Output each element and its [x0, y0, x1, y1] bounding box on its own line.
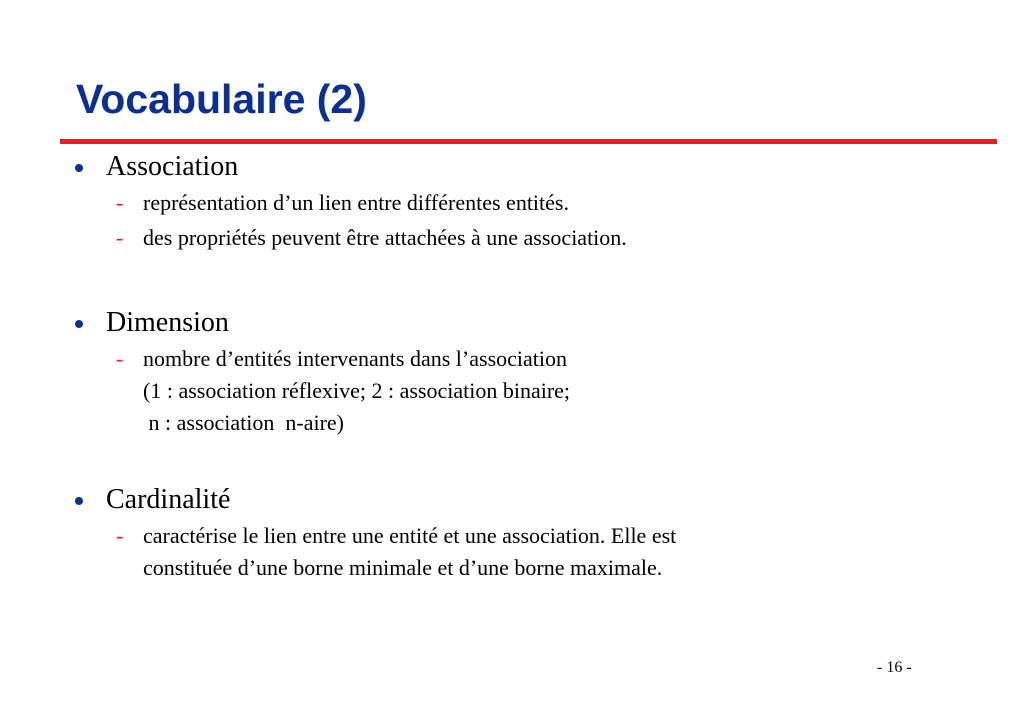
bullet-icon — [75, 320, 83, 328]
sub-item — [0, 222, 1023, 254]
sub-item — [0, 187, 1023, 219]
bullet-icon — [75, 164, 83, 172]
bullet-icon — [75, 497, 83, 505]
sub-item-text: des propriétés peuvent être attachées à une association. — [143, 225, 627, 250]
section-heading: Association — [106, 151, 239, 182]
section-heading: Dimension — [106, 307, 229, 338]
section-heading-row — [0, 306, 1023, 340]
slide-title: Vocabulaire (2) — [76, 76, 367, 122]
section-cardinalite — [0, 483, 1023, 584]
section-heading-row — [0, 483, 1023, 517]
dash-icon: - — [116, 523, 124, 548]
dash-icon: - — [116, 346, 124, 371]
section-heading-row — [0, 150, 1023, 184]
title-divider — [60, 139, 997, 144]
sub-item — [0, 520, 1023, 584]
sub-item-text: caractérise le lien entre une entité et une association. Elle est constituée d’une borne minimale et d’une borne maximale. — [143, 523, 677, 580]
section-dimension — [0, 306, 1023, 439]
dash-icon: - — [116, 190, 124, 215]
section-association — [0, 150, 1023, 254]
sub-item-text: nombre d’entités intervenants dans l’association (1 : association réflexive; 2 : association binaire; n : association n-aire) — [143, 346, 571, 435]
page-number: - 16 - — [877, 659, 912, 676]
sub-item — [0, 343, 1023, 439]
dash-icon: - — [116, 225, 124, 250]
section-heading: Cardinalité — [106, 484, 231, 515]
sub-item-text: représentation d’un lien entre différentes entités. — [143, 190, 569, 215]
